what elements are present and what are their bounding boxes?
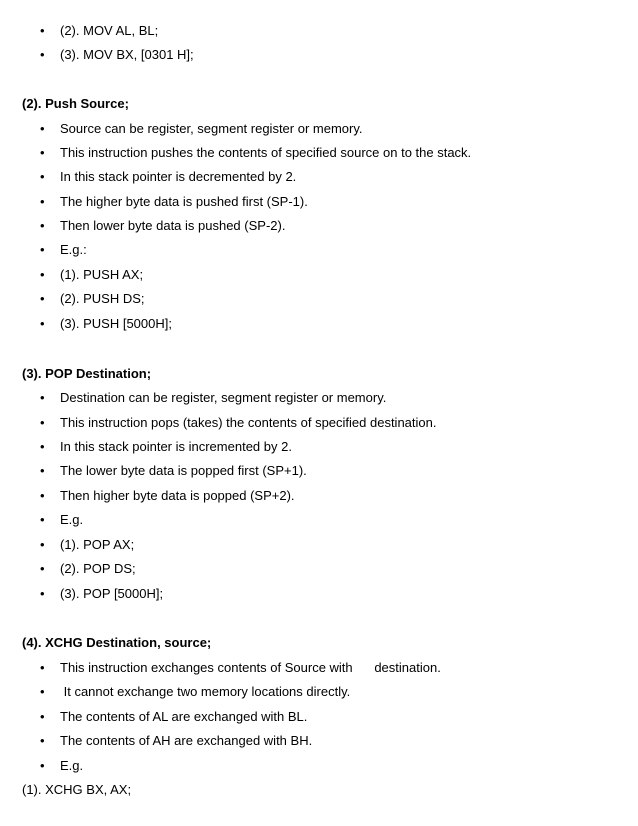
list-item-text: In this stack pointer is incremented by 2. (60, 439, 292, 454)
list-item-text: The higher byte data is pushed first (SP-1). (60, 194, 308, 209)
bullet-icon: • (40, 586, 45, 601)
list-item-text: E.g. (60, 758, 84, 773)
list-item (40, 47, 194, 63)
bullet-icon: • (40, 316, 45, 331)
bullet-icon: • (40, 121, 45, 136)
list-item (40, 733, 312, 749)
list-item (40, 512, 83, 528)
bullet-icon: • (40, 537, 45, 552)
list-item (40, 709, 307, 725)
section-heading-pop: (3). POP Destination; (22, 366, 152, 381)
bullet-icon: • (40, 390, 45, 405)
trailing-example: (1). XCHG BX, AX; (22, 782, 132, 797)
list-item (40, 218, 285, 234)
bullet-icon: • (40, 758, 45, 773)
bullet-icon: • (40, 415, 45, 430)
section-heading-xchg: (4). XCHG Destination, source; (22, 635, 212, 650)
list-item (40, 23, 158, 39)
bullet-icon: • (40, 709, 45, 724)
bullet-icon: • (40, 267, 45, 282)
list-item (40, 537, 134, 553)
list-item (40, 291, 145, 307)
bullet-icon: • (40, 23, 45, 38)
list-item-text: This instruction pushes the contents of specified source on to the stack. (60, 145, 472, 160)
list-item (40, 684, 350, 700)
list-item (40, 758, 83, 774)
bullet-icon: • (40, 218, 45, 233)
list-item (40, 463, 307, 479)
bullet-icon: • (40, 169, 45, 184)
list-item (40, 194, 308, 210)
list-item (40, 439, 292, 455)
list-item (40, 121, 363, 137)
bullet-icon: • (40, 291, 45, 306)
list-item (40, 242, 87, 258)
list-item-text: Destination can be register, segment register or memory. (60, 390, 387, 405)
list-item (40, 586, 163, 602)
list-item-text: (1). PUSH AX; (60, 267, 144, 282)
list-item (40, 316, 172, 332)
list-item-text: The contents of AL are exchanged with BL. (60, 709, 308, 724)
list-item (40, 561, 136, 577)
list-item-text: (1). POP AX; (60, 537, 135, 552)
bullet-icon: • (40, 145, 45, 160)
bullet-icon: • (40, 463, 45, 478)
list-item-text: (3). MOV BX, [0301 H]; (60, 47, 194, 62)
bullet-icon: • (40, 660, 45, 675)
list-item (40, 660, 441, 676)
list-item (40, 488, 295, 504)
list-item-text: It cannot exchange two memory locations directly. (60, 684, 351, 699)
list-item-text: Then higher byte data is popped (SP+2). (60, 488, 295, 503)
bullet-icon: • (40, 733, 45, 748)
list-item-text: (2). MOV AL, BL; (60, 23, 159, 38)
list-item (40, 145, 471, 161)
bullet-icon: • (40, 512, 45, 527)
bullet-icon: • (40, 439, 45, 454)
bullet-icon: • (40, 47, 45, 62)
list-item-text: (3). PUSH [5000H]; (60, 316, 172, 331)
list-item-text: (2). PUSH DS; (60, 291, 145, 306)
list-item-text: E.g.: (60, 242, 87, 257)
list-item-text: Source can be register, segment register or memory. (60, 121, 363, 136)
list-item-text: (2). POP DS; (60, 561, 136, 576)
list-item (40, 390, 386, 406)
list-item-text: (3). POP [5000H]; (60, 586, 164, 601)
list-item-text: The lower byte data is popped first (SP+1). (60, 463, 307, 478)
list-item (40, 267, 143, 283)
bullet-icon: • (40, 684, 45, 699)
bullet-icon: • (40, 488, 45, 503)
list-item-text: The contents of AH are exchanged with BH. (60, 733, 313, 748)
list-item (40, 415, 436, 431)
bullet-icon: • (40, 242, 45, 257)
list-item-text: This instruction exchanges contents of Source with destination. (60, 660, 441, 675)
list-item-text: Then lower byte data is pushed (SP-2). (60, 218, 286, 233)
list-item-text: In this stack pointer is decremented by 2. (60, 169, 297, 184)
list-item-text: This instruction pops (takes) the contents of specified destination. (60, 415, 437, 430)
section-heading-push: (2). Push Source; (22, 96, 129, 111)
bullet-icon: • (40, 194, 45, 209)
list-item (40, 169, 296, 185)
bullet-icon: • (40, 561, 45, 576)
list-item-text: E.g. (60, 512, 84, 527)
